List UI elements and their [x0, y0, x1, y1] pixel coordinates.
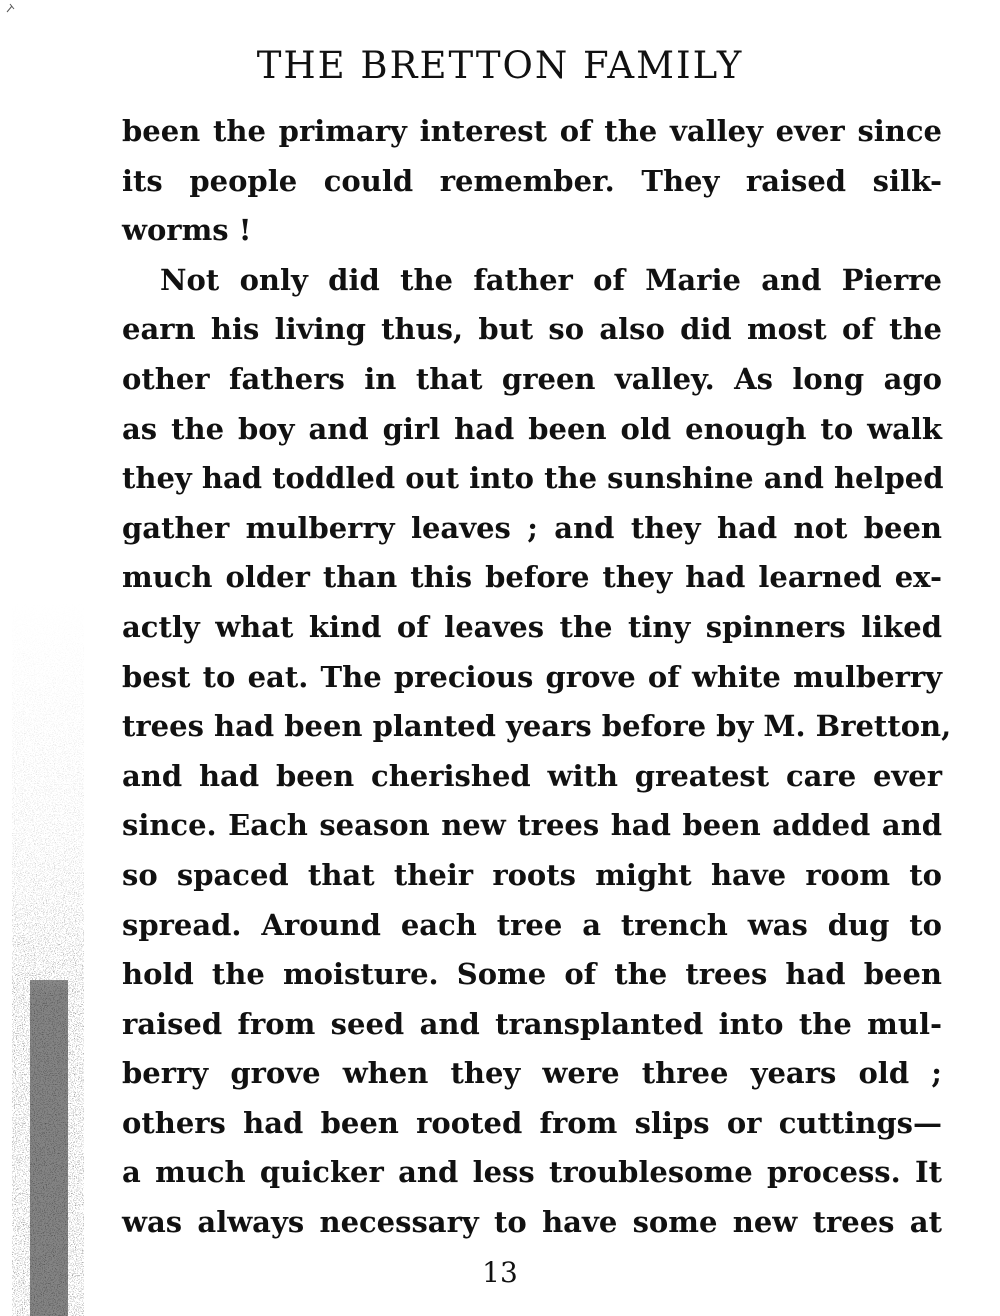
text-line: earn his living thus, but so also did most of the — [122, 312, 942, 347]
text-line: worms ! — [122, 213, 252, 248]
scan-speck-icon — [4, 0, 24, 20]
binding-shadow — [0, 600, 100, 1316]
text-line: been the primary interest of the valley ever since — [122, 114, 942, 148]
text-line: raised from seed and transplanted into the mul- — [122, 1006, 942, 1041]
running-head: THE BRETTON FAMILY — [256, 44, 744, 87]
text-line: hold the moisture. Some of the trees had been — [122, 957, 942, 992]
text-line: and had been cherished with greatest care ever — [122, 758, 942, 793]
text-line: as the boy and girl had been old enough to walk — [122, 411, 942, 446]
text-line: berry grove when they were three years old ; — [122, 1056, 942, 1091]
page-number: 13 — [482, 1256, 518, 1289]
text-line: others had been rooted from slips or cuttings— — [122, 1105, 942, 1140]
text-line: a much quicker and less troublesome process. It — [122, 1155, 942, 1190]
text-line: since. Each season new trees had been added and — [122, 808, 942, 843]
text-line: was always necessary to have some new trees at — [122, 1205, 942, 1240]
text-line: much older than this before they had learned ex- — [122, 560, 942, 595]
text-line: gather mulberry leaves ; and they had not been — [122, 510, 942, 545]
text-line: actly what kind of leaves the tiny spinners liked — [122, 609, 942, 644]
body-text — [122, 107, 952, 1248]
text-line: other fathers in that green valley. As long ago — [122, 361, 942, 396]
text-line: they had toddled out into the sunshine and helped — [122, 461, 944, 496]
text-line: its people could remember. They raised silk- — [122, 163, 942, 198]
text-line: trees had been planted years before by M. Bretton, — [122, 709, 952, 744]
text-line: spread. Around each tree a trench was dug to — [122, 907, 942, 942]
text-line: best to eat. The precious grove of white mulberry — [122, 659, 942, 694]
text-line: so spaced that their roots might have room to — [122, 857, 942, 892]
text-line: Not only did the father of Marie and Pierre — [160, 262, 942, 297]
